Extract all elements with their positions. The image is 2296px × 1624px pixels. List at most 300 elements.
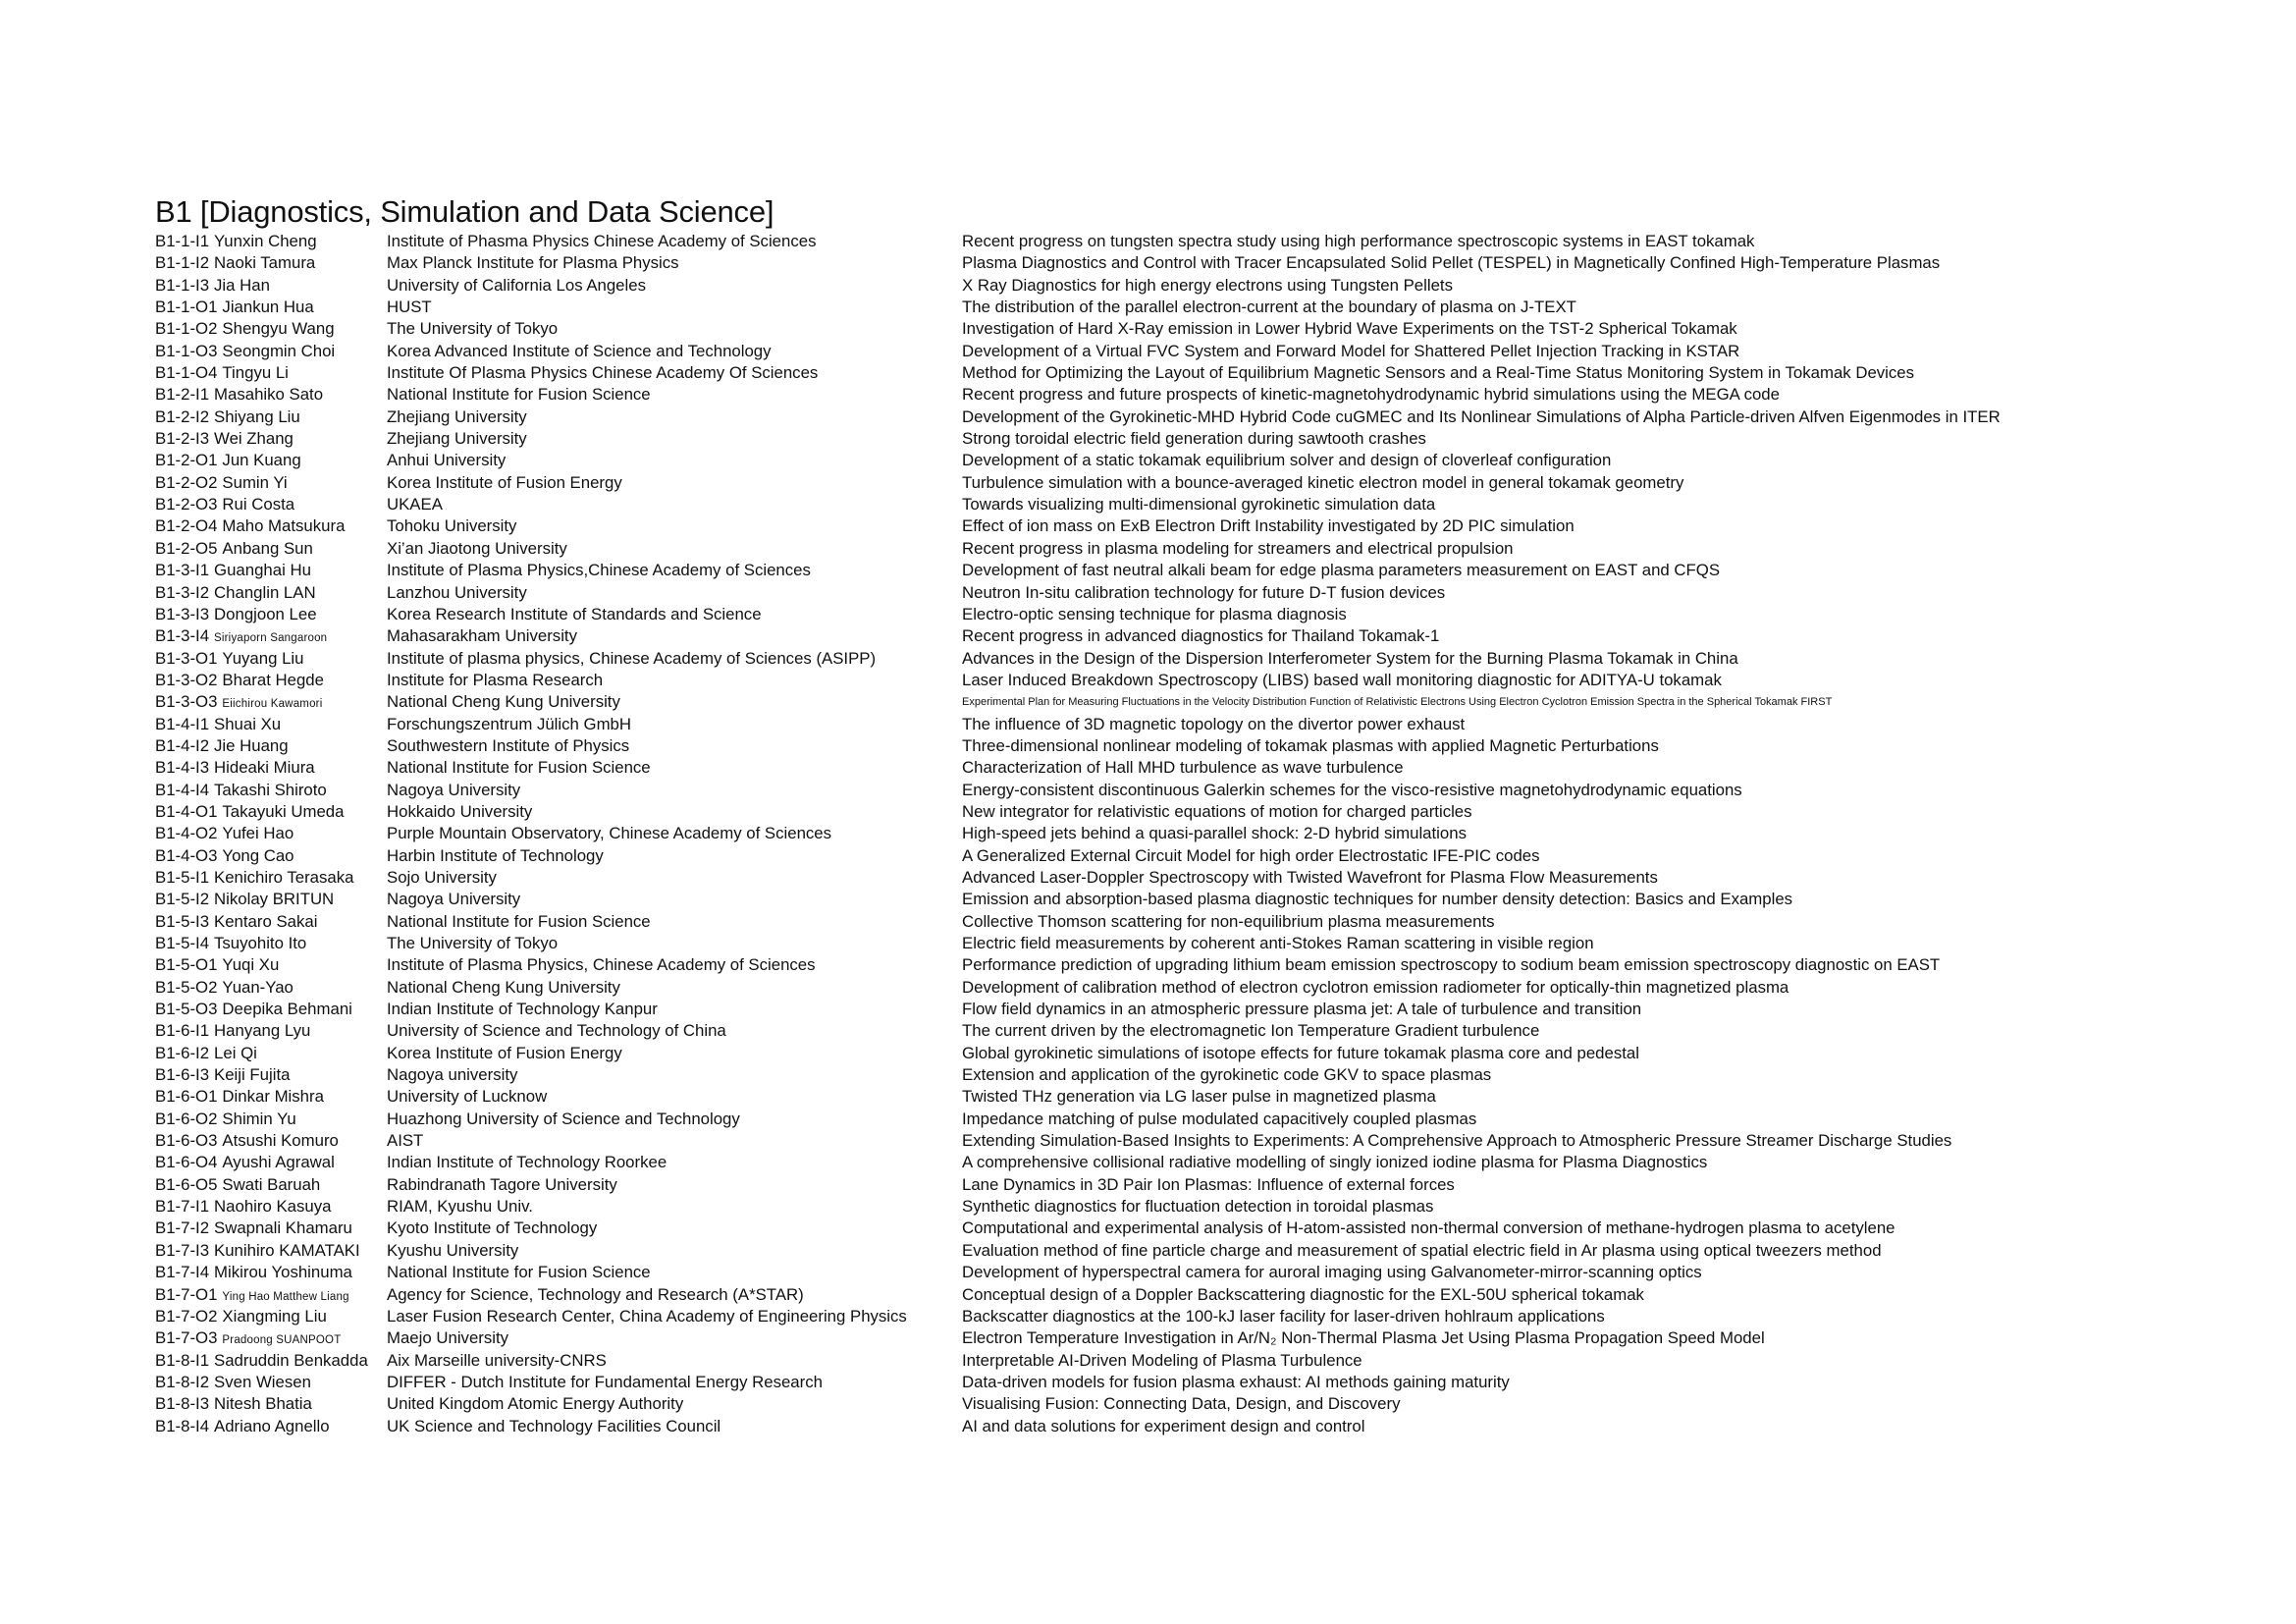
speaker-affiliation: National Cheng Kung University [387, 692, 620, 712]
speaker-name: Takashi Shiroto [214, 780, 327, 799]
presentation-code: B1-2-I1 [155, 385, 210, 405]
presentation-code: B1-3-I2 [155, 582, 210, 602]
section-heading: B1 [Diagnostics, Simulation and Data Science] [155, 194, 774, 229]
presentation-code: B1-2-O3 [155, 495, 218, 514]
presentation-title: Performance prediction of upgrading lithium beam emission spectroscopy to sodium beam emission spectroscopy diagnostic on EAST [962, 955, 1941, 975]
session-row [155, 1416, 2266, 1437]
presentation-title: Lane Dynamics in 3D Pair Ion Plasmas: Influence of external forces [962, 1174, 1455, 1194]
speaker-cell [155, 889, 334, 910]
speaker-affiliation: Mahasarakham University [387, 626, 577, 646]
speaker-affiliation: United Kingdom Atomic Energy Authority [387, 1394, 684, 1414]
speaker-cell [155, 1262, 352, 1283]
session-row [155, 823, 2266, 844]
session-row [155, 450, 2266, 471]
speaker-name: Yunxin Cheng [214, 232, 317, 250]
presentation-code: B1-1-O3 [155, 341, 218, 360]
speaker-affiliation: Indian Institute of Technology Roorkee [387, 1153, 667, 1172]
presentation-title: Method for Optimizing the Layout of Equilibrium Magnetic Sensors and a Real-Time Status Monitoring System in Tokamak Devices [962, 363, 1915, 383]
presentation-title: Conceptual design of a Doppler Backscattering diagnostic for the EXL-50U spherical tokamak [962, 1284, 1644, 1304]
speaker-affiliation: Rabindranath Tagore University [387, 1174, 617, 1194]
speaker-cell [155, 362, 289, 384]
speaker-cell [155, 1350, 368, 1372]
session-row [155, 1218, 2266, 1239]
speaker-name: Pradoong SUANPOOT [222, 1334, 342, 1347]
presentation-code: B1-5-I1 [155, 867, 210, 887]
presentation-title: Towards visualizing multi-dimensional gyrokinetic simulation data [962, 495, 1436, 514]
session-row [155, 625, 2266, 647]
session-row [155, 604, 2266, 625]
speaker-cell [155, 1416, 330, 1437]
speaker-affiliation: Nagoya University [387, 780, 521, 799]
presentation-code: B1-6-I3 [155, 1065, 210, 1085]
presentation-title: Evaluation method of fine particle charge and measurement of spatial electric field in Ar plasma using optical tweezers method [962, 1240, 1882, 1260]
presentation-title: Three-dimensional nonlinear modeling of tokamak plasmas with applied Magnetic Perturbations [962, 735, 1659, 755]
speaker-cell [155, 1372, 311, 1393]
speaker-name: Ying Hao Matthew Liang [222, 1290, 349, 1303]
speaker-affiliation: Aix Marseille university-CNRS [387, 1350, 607, 1370]
session-row [155, 406, 2266, 428]
presentation-title: X Ray Diagnostics for high energy electrons using Tungsten Pellets [962, 275, 1453, 295]
speaker-affiliation: National Institute for Fusion Science [387, 1263, 651, 1282]
speaker-cell [155, 1064, 290, 1086]
speaker-cell [155, 1109, 296, 1130]
speaker-name: Jia Han [214, 275, 270, 295]
presentation-code: B1-2-O2 [155, 472, 218, 492]
presentation-title: Development of calibration method of electron cyclotron emission radiometer for optically-thin magnetized plasma [962, 977, 1789, 997]
session-row [155, 1043, 2266, 1064]
speaker-name: Bharat Hegde [222, 670, 324, 689]
speaker-cell [155, 1130, 339, 1152]
speaker-cell [155, 604, 317, 625]
speaker-cell [155, 560, 311, 581]
speaker-name: Atsushi Komuro [222, 1131, 339, 1151]
session-row [155, 1130, 2266, 1152]
session-row [155, 780, 2266, 801]
session-row [155, 494, 2266, 515]
speaker-cell [155, 1240, 360, 1262]
speaker-cell [155, 999, 352, 1020]
speaker-name: Rui Costa [222, 495, 295, 514]
speaker-cell [155, 670, 324, 691]
speaker-affiliation: Southwestern Institute of Physics [387, 735, 630, 755]
speaker-affiliation: Harbin Institute of Technology [387, 845, 604, 865]
speaker-name: Shengyu Wang [222, 319, 335, 339]
presentation-code: B1-6-O2 [155, 1109, 218, 1128]
speaker-name: Tsuyohito Ito [214, 934, 307, 952]
presentation-title: Computational and experimental analysis of H-atom-assisted non-thermal conversion of methane-hydrogen plasma to acetylene [962, 1218, 1896, 1238]
speaker-affiliation: The University of Tokyo [387, 319, 559, 339]
speaker-name: Masahiko Sato [214, 385, 324, 405]
presentation-title: Extension and application of the gyrokinetic code GKV to space plasmas [962, 1065, 1492, 1085]
presentation-code: B1-4-I2 [155, 735, 210, 755]
speaker-cell [155, 691, 322, 715]
presentation-code: B1-4-O2 [155, 824, 218, 843]
presentation-title: Recent progress in advanced diagnostics for Thailand Tokamak-1 [962, 626, 1440, 646]
speaker-cell [155, 428, 294, 450]
presentation-code: B1-7-I1 [155, 1197, 210, 1217]
presentation-title: Plasma Diagnostics and Control with Tracer Encapsulated Solid Pellet (TESPEL) in Magnetically Confined High-Temperature Plasmas [962, 253, 1941, 273]
session-row [155, 231, 2266, 252]
speaker-name: Shuai Xu [214, 714, 282, 733]
session-row [155, 1086, 2266, 1108]
presentation-title: High-speed jets behind a quasi-parallel shock: 2-D hybrid simulations [962, 824, 1467, 843]
speaker-name: Deepika Behmani [222, 1000, 352, 1019]
speaker-cell [155, 318, 335, 340]
presentation-code: B1-3-I1 [155, 561, 210, 580]
speaker-affiliation: Indian Institute of Technology Kanpur [387, 1000, 658, 1019]
session-row [155, 714, 2266, 735]
speaker-affiliation: Institute of plasma physics, Chinese Academy of Sciences (ASIPP) [387, 648, 877, 668]
speaker-cell [155, 1218, 352, 1239]
presentation-title: A comprehensive collisional radiative modelling of singly ionized iodine plasma for Plasma Diagnostics [962, 1153, 1708, 1172]
session-row [155, 911, 2266, 933]
speaker-name: Wei Zhang [214, 429, 294, 449]
presentation-code: B1-1-I2 [155, 253, 210, 273]
speaker-name: Guanghai Hu [214, 561, 311, 580]
presentation-code: B1-5-I3 [155, 911, 210, 931]
presentation-title: Recent progress on tungsten spectra study using high performance spectroscopic systems in EAST tokamak [962, 232, 1755, 250]
speaker-cell [155, 1174, 320, 1196]
presentation-code: B1-1-I1 [155, 232, 210, 250]
speaker-affiliation: University of California Los Angeles [387, 275, 646, 295]
session-row [155, 1196, 2266, 1218]
session-row [155, 1064, 2266, 1086]
speaker-cell [155, 406, 300, 428]
speaker-cell [155, 1196, 331, 1218]
speaker-affiliation: Institute of Phasma Physics Chinese Academy of Sciences [387, 232, 817, 250]
session-row [155, 867, 2266, 889]
speaker-name: Ayushi Agrawal [222, 1153, 335, 1172]
speaker-affiliation: Kyoto Institute of Technology [387, 1218, 598, 1238]
speaker-affiliation: UKAEA [387, 495, 443, 514]
presentation-title: Electric field measurements by coherent anti-Stokes Raman scattering in visible region [962, 934, 1594, 952]
presentation-code: B1-6-I1 [155, 1021, 210, 1041]
presentation-code: B1-4-O1 [155, 801, 218, 821]
session-list [155, 231, 2266, 1437]
presentation-title: Impedance matching of pulse modulated capacitively coupled plasmas [962, 1109, 1477, 1128]
presentation-title: New integrator for relativistic equations of motion for charged particles [962, 801, 1472, 821]
speaker-name: Siriyaporn Sangaroon [214, 632, 328, 645]
speaker-cell [155, 252, 315, 274]
speaker-cell [155, 714, 281, 735]
speaker-name: Eiichirou Kawamori [222, 698, 323, 711]
presentation-title: Investigation of Hard X-Ray emission in Lower Hybrid Wave Experiments on the TST-2 Spherical Tokamak [962, 319, 1737, 339]
speaker-cell [155, 515, 345, 537]
speaker-cell [155, 297, 314, 318]
session-row [155, 977, 2266, 999]
speaker-name: Adriano Agnello [214, 1416, 330, 1435]
speaker-cell [155, 867, 353, 889]
speaker-name: Yuqi Xu [222, 955, 280, 975]
presentation-code: B1-5-O2 [155, 977, 218, 997]
speaker-cell [155, 472, 288, 494]
speaker-affiliation: Korea Institute of Fusion Energy [387, 472, 622, 492]
presentation-code: B1-3-O2 [155, 670, 218, 689]
presentation-title: Electron Temperature Investigation in Ar/N₂ Non-Thermal Plasma Jet Using Plasma Propagation Speed Model [962, 1328, 1765, 1348]
speaker-cell [155, 801, 344, 823]
session-row [155, 252, 2266, 274]
presentation-title: Development of fast neutral alkali beam for edge plasma parameters measurement on EAST and CFQS [962, 561, 1721, 580]
presentation-title: Twisted THz generation via LG laser pulse in magnetized plasma [962, 1087, 1436, 1107]
presentation-title: Energy-consistent discontinuous Galerkin schemes for the visco-resistive magnetohydrodynamic equations [962, 780, 1742, 799]
speaker-affiliation: Nagoya University [387, 890, 521, 909]
presentation-title: Development of hyperspectral camera for auroral imaging using Galvanometer-mirror-scanning optics [962, 1263, 1702, 1282]
speaker-affiliation: Xi’an Jiaotong University [387, 538, 567, 558]
speaker-cell [155, 1306, 327, 1327]
speaker-name: Maho Matsukura [222, 516, 346, 536]
speaker-cell [155, 933, 306, 954]
presentation-code: B1-1-O4 [155, 363, 218, 383]
presentation-code: B1-5-O1 [155, 955, 218, 975]
session-row [155, 801, 2266, 823]
presentation-title: Visualising Fusion: Connecting Data, Design, and Discovery [962, 1394, 1401, 1414]
speaker-affiliation: AIST [387, 1131, 424, 1151]
presentation-title: The current driven by the electromagnetic Ion Temperature Gradient turbulence [962, 1021, 1540, 1041]
presentation-code: B1-6-I2 [155, 1043, 210, 1062]
speaker-affiliation: UK Science and Technology Facilities Council [387, 1416, 721, 1435]
session-row [155, 1393, 2266, 1415]
presentation-title: Recent progress and future prospects of kinetic-magnetohydrodynamic hybrid simulations using the MEGA code [962, 385, 1780, 405]
session-row [155, 1284, 2266, 1306]
session-row [155, 1262, 2266, 1283]
speaker-name: Nikolay BRITUN [214, 890, 335, 909]
speaker-affiliation: University of Science and Technology of China [387, 1021, 726, 1041]
presentation-code: B1-4-O3 [155, 845, 218, 865]
speaker-name: Anbang Sun [222, 538, 313, 558]
presentation-title: Recent progress in plasma modeling for streamers and electrical propulsion [962, 538, 1514, 558]
session-row [155, 1109, 2266, 1130]
presentation-title: Global gyrokinetic simulations of isotope effects for future tokamak plasma core and pedestal [962, 1043, 1639, 1062]
speaker-affiliation: Forschungszentrum Jülich GmbH [387, 714, 632, 733]
session-row [155, 1174, 2266, 1196]
presentation-title: Development of the Gyrokinetic-MHD Hybrid Code cuGMEC and Its Nonlinear Simulations of Alpha Particle-driven Alfven Eigenmodes in ITER [962, 406, 2001, 426]
speaker-affiliation: University of Lucknow [387, 1087, 548, 1107]
speaker-cell [155, 1152, 335, 1173]
presentation-code: B1-7-O2 [155, 1306, 218, 1326]
speaker-affiliation: National Institute for Fusion Science [387, 385, 651, 405]
presentation-title: Laser Induced Breakdown Spectroscopy (LIBS) based wall monitoring diagnostic for ADITYA-U tokamak [962, 670, 1722, 689]
presentation-code: B1-1-I3 [155, 275, 210, 295]
speaker-cell [155, 494, 294, 515]
speaker-name: Sven Wiesen [214, 1372, 311, 1391]
session-row [155, 515, 2266, 537]
session-row [155, 1350, 2266, 1372]
presentation-code: B1-7-I4 [155, 1263, 210, 1282]
speaker-cell [155, 1086, 324, 1108]
speaker-affiliation: HUST [387, 298, 432, 317]
session-row [155, 691, 2266, 713]
speaker-affiliation: Anhui University [387, 451, 507, 470]
speaker-affiliation: Maejo University [387, 1328, 509, 1348]
speaker-name: Lei Qi [214, 1043, 257, 1062]
speaker-cell [155, 1327, 341, 1351]
session-row [155, 384, 2266, 406]
presentation-title: Electro-optic sensing technique for plasma diagnosis [962, 604, 1347, 623]
speaker-affiliation: DIFFER - Dutch Institute for Fundamental Energy Research [387, 1372, 823, 1391]
presentation-title: Experimental Plan for Measuring Fluctuations in the Velocity Distribution Function of Relativistic Electrons Using Electron Cyclotron Emission Spectra in the Spherical Tokamak FIRST [962, 696, 1833, 709]
presentation-code: B1-3-O3 [155, 692, 218, 712]
session-row [155, 999, 2266, 1020]
speaker-name: Shiyang Liu [214, 406, 300, 426]
presentation-code: B1-2-I3 [155, 429, 210, 449]
presentation-code: B1-2-I2 [155, 406, 210, 426]
speaker-name: Mikirou Yoshinuma [214, 1263, 352, 1282]
speaker-name: Yong Cao [222, 845, 294, 865]
session-row [155, 954, 2266, 976]
session-row [155, 1372, 2266, 1393]
session-row [155, 1152, 2266, 1173]
speaker-cell [155, 231, 317, 252]
presentation-title: Neutron In-situ calibration technology for future D-T fusion devices [962, 582, 1446, 602]
session-row [155, 297, 2266, 318]
speaker-affiliation: Hokkaido University [387, 801, 533, 821]
speaker-cell [155, 977, 294, 999]
speaker-affiliation: Purple Mountain Observatory, Chinese Academy of Sciences [387, 824, 832, 843]
speaker-name: Yuyang Liu [222, 648, 304, 668]
session-row [155, 428, 2266, 450]
presentation-title: The distribution of the parallel electron-current at the boundary of plasma on J-TEXT [962, 298, 1576, 317]
presentation-code: B1-3-I4 [155, 626, 210, 646]
speaker-affiliation: Lanzhou University [387, 582, 527, 602]
session-row [155, 648, 2266, 670]
speaker-cell [155, 582, 316, 604]
speaker-name: Kenichiro Terasaka [214, 867, 354, 887]
speaker-cell [155, 275, 270, 297]
presentation-code: B1-6-O4 [155, 1153, 218, 1172]
presentation-title: Development of a Virtual FVC System and Forward Model for Shattered Pellet Injection Tracking in KSTAR [962, 341, 1740, 360]
presentation-code: B1-1-O1 [155, 298, 218, 317]
speaker-name: Kunihiro KAMATAKI [214, 1240, 360, 1260]
presentation-code: B1-8-I1 [155, 1350, 210, 1370]
session-row [155, 582, 2266, 604]
speaker-name: Changlin LAN [214, 582, 316, 602]
presentation-code: B1-8-I4 [155, 1416, 210, 1435]
speaker-name: Nitesh Bhatia [214, 1394, 312, 1414]
presentation-title: Advanced Laser-Doppler Spectroscopy with Twisted Wavefront for Plasma Flow Measurements [962, 867, 1658, 887]
presentation-title: Advances in the Design of the Dispersion Interferometer System for the Burning Plasma Tokamak in China [962, 648, 1738, 668]
speaker-name: Dinkar Mishra [222, 1087, 324, 1107]
speaker-cell [155, 823, 294, 844]
presentation-title: Characterization of Hall MHD turbulence as wave turbulence [962, 758, 1404, 778]
speaker-name: Jie Huang [214, 735, 289, 755]
speaker-cell [155, 911, 317, 933]
speaker-cell [155, 341, 335, 362]
speaker-affiliation: Max Planck Institute for Plasma Physics [387, 253, 679, 273]
speaker-affiliation: Institute Of Plasma Physics Chinese Academy Of Sciences [387, 363, 819, 383]
speaker-name: Tingyu Li [222, 363, 289, 383]
speaker-cell [155, 954, 279, 976]
presentation-code: B1-1-O2 [155, 319, 218, 339]
session-row [155, 318, 2266, 340]
speaker-affiliation: RIAM, Kyushu Univ. [387, 1197, 533, 1217]
presentation-title: The influence of 3D magnetic topology on the divertor power exhaust [962, 714, 1466, 733]
session-row [155, 275, 2266, 297]
speaker-cell [155, 648, 303, 670]
speaker-name: Kentaro Sakai [214, 911, 318, 931]
speaker-name: Swati Baruah [222, 1174, 321, 1194]
presentation-code: B1-8-I3 [155, 1394, 210, 1414]
session-row [155, 538, 2266, 560]
session-row [155, 757, 2266, 779]
speaker-affiliation: Kyushu University [387, 1240, 519, 1260]
presentation-code: B1-2-O5 [155, 538, 218, 558]
speaker-name: Swapnali Khamaru [214, 1218, 352, 1238]
session-row [155, 845, 2266, 867]
presentation-title: Data-driven models for fusion plasma exhaust: AI methods gaining maturity [962, 1372, 1510, 1391]
speaker-name: Hanyang Lyu [214, 1021, 311, 1041]
presentation-title: Development of a static tokamak equilibrium solver and design of cloverleaf configuration [962, 451, 1612, 470]
speaker-name: Naohiro Kasuya [214, 1197, 332, 1217]
session-row [155, 933, 2266, 954]
presentation-code: B1-6-O1 [155, 1087, 218, 1107]
presentation-code: B1-5-O3 [155, 1000, 218, 1019]
session-row [155, 670, 2266, 691]
session-row [155, 1020, 2266, 1042]
presentation-code: B1-7-O1 [155, 1284, 218, 1304]
presentation-title: Turbulence simulation with a bounce-averaged kinetic electron model in general tokamak geometry [962, 472, 1684, 492]
presentation-code: B1-4-I1 [155, 714, 210, 733]
speaker-cell [155, 625, 327, 649]
presentation-code: B1-3-O1 [155, 648, 218, 668]
speaker-affiliation: National Institute for Fusion Science [387, 758, 651, 778]
presentation-title: Synthetic diagnostics for fluctuation detection in toroidal plasmas [962, 1197, 1434, 1217]
presentation-code: B1-8-I2 [155, 1372, 210, 1391]
speaker-affiliation: Institute for Plasma Research [387, 670, 604, 689]
speaker-name: Hideaki Miura [214, 758, 315, 778]
speaker-cell [155, 384, 323, 406]
presentation-title: A Generalized External Circuit Model for high order Electrostatic IFE-PIC codes [962, 845, 1540, 865]
speaker-affiliation: National Cheng Kung University [387, 977, 620, 997]
speaker-name: Takayuki Umeda [222, 801, 345, 821]
presentation-code: B1-4-I3 [155, 758, 210, 778]
presentation-code: B1-7-I3 [155, 1240, 210, 1260]
speaker-name: Naoki Tamura [214, 253, 316, 273]
speaker-name: Sadruddin Benkadda [214, 1350, 368, 1370]
speaker-cell [155, 845, 294, 867]
speaker-name: Yufei Hao [222, 824, 294, 843]
session-row [155, 560, 2266, 581]
presentation-code: B1-2-O4 [155, 516, 218, 536]
speaker-name: Dongjoon Lee [214, 604, 317, 623]
speaker-affiliation: National Institute for Fusion Science [387, 911, 651, 931]
speaker-affiliation: The University of Tokyo [387, 934, 559, 952]
presentation-title: Extending Simulation-Based Insights to Experiments: A Comprehensive Approach to Atmospheric Pressure Streamer Discharge Studies [962, 1131, 1952, 1151]
presentation-code: B1-4-I4 [155, 780, 210, 799]
speaker-cell [155, 780, 327, 801]
session-row [155, 735, 2266, 757]
presentation-title: Interpretable AI-Driven Modeling of Plasma Turbulence [962, 1350, 1362, 1370]
presentation-title: Effect of ion mass on ExB Electron Drift Instability investigated by 2D PIC simulation [962, 516, 1575, 536]
presentation-code: B1-6-O3 [155, 1131, 218, 1151]
speaker-cell [155, 735, 289, 757]
session-row [155, 1306, 2266, 1327]
session-row [155, 1327, 2266, 1349]
presentation-code: B1-7-O3 [155, 1328, 218, 1348]
speaker-name: Xiangming Liu [222, 1306, 327, 1326]
session-row [155, 1240, 2266, 1262]
speaker-cell [155, 1020, 310, 1042]
session-row [155, 341, 2266, 362]
presentation-code: B1-5-I4 [155, 934, 210, 952]
speaker-name: Shimin Yu [222, 1109, 296, 1128]
presentation-code: B1-2-O1 [155, 451, 218, 470]
presentation-code: B1-5-I2 [155, 890, 210, 909]
session-row [155, 889, 2266, 910]
presentation-title: Strong toroidal electric field generation during sawtooth crashes [962, 429, 1426, 449]
speaker-affiliation: Agency for Science, Technology and Research (A*STAR) [387, 1284, 804, 1304]
speaker-affiliation: Zhejiang University [387, 429, 527, 449]
speaker-name: Seongmin Choi [222, 341, 336, 360]
